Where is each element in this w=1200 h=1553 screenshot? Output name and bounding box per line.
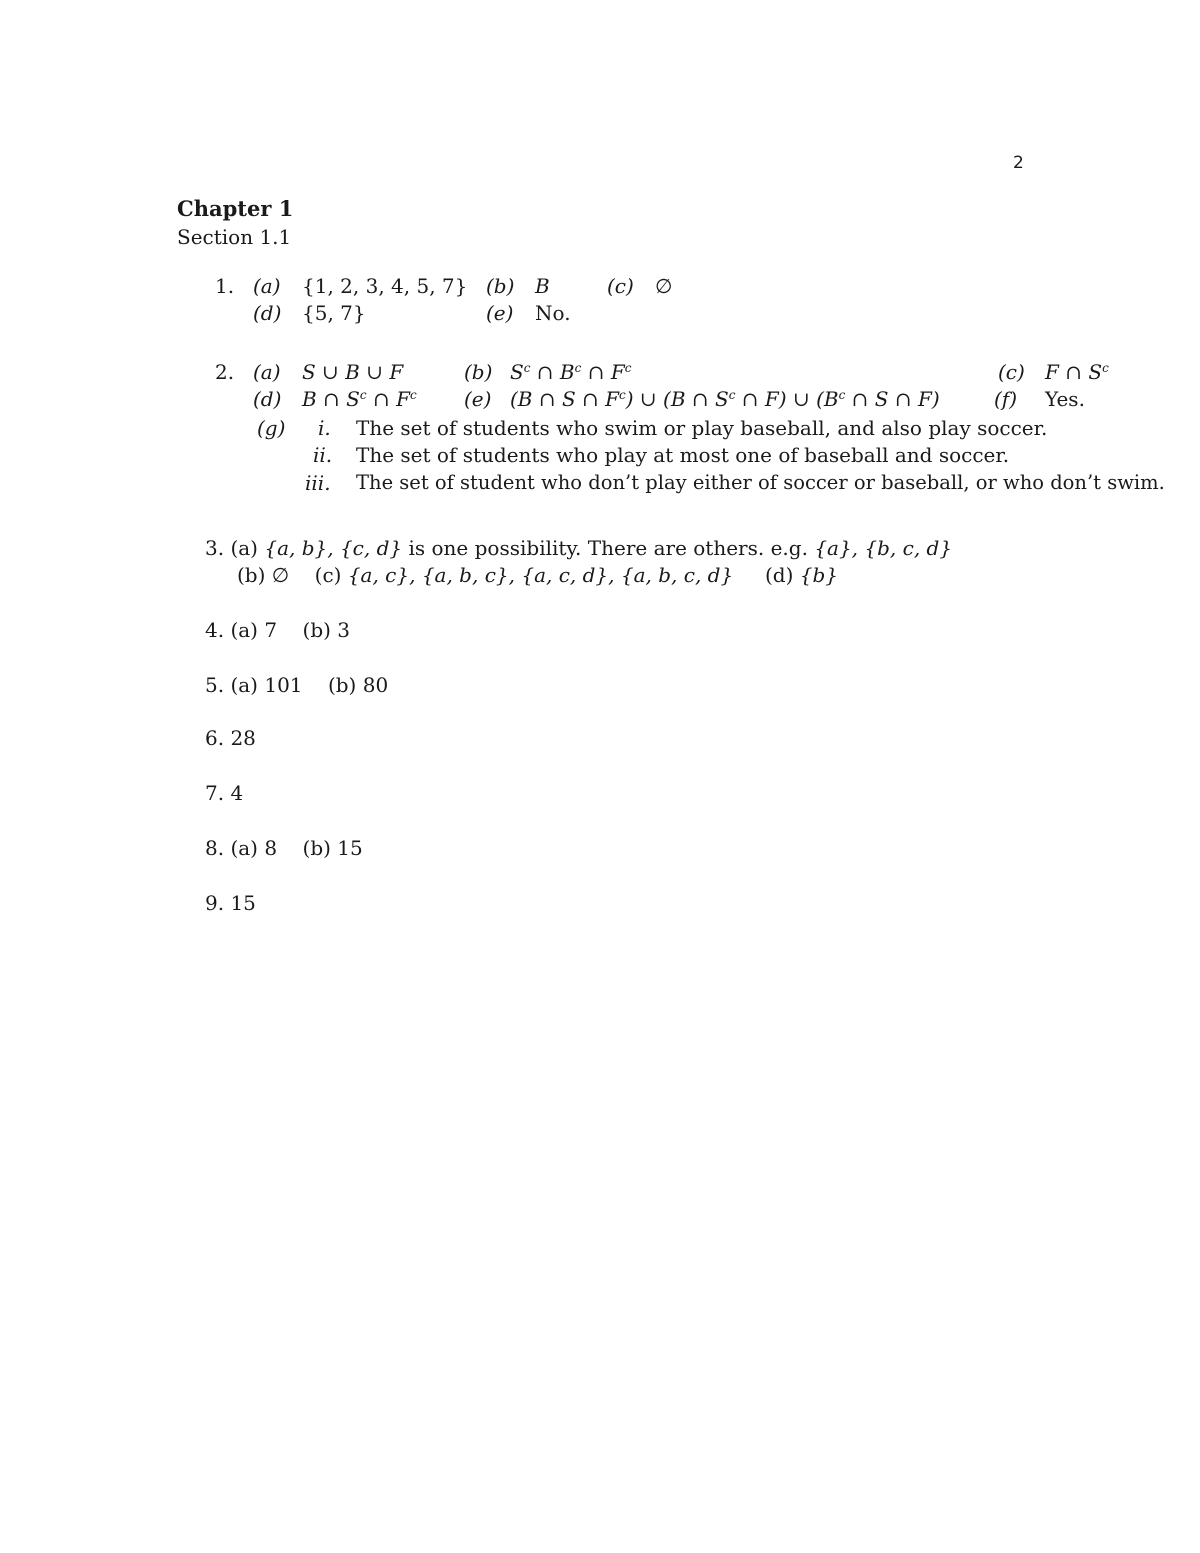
answer: B [535,274,550,298]
part-label: (d) [253,301,282,325]
part-label: (f) [994,387,1018,411]
answer: $S^c$ ∩ $B^c$ ∩ $F^c$ [510,360,632,384]
roman-label: i. [318,416,331,440]
answer: (B ∩ S ∩ $F^c$) ∪ (B ∩ $S^c$ ∩ F) ∪ ($B^c$ ∩ S ∩ F) [510,387,940,411]
answer: No. [535,301,571,325]
problem-9: 9. 15 [205,891,256,915]
chapter-title: Chapter 1 [177,196,294,221]
problem-number: 2. [215,360,235,384]
part-label: (b) [464,360,493,384]
roman-label: ii. [313,443,333,467]
sub-answer: The set of student who don’t play either of soccer or baseball, or who don’t swim. [356,471,1165,494]
part-label: (g) [257,416,286,440]
answer: {5, 7} [302,301,366,325]
problem-line-1: 3. (a) {a, b}, {c, d} is one possibility. There are others. e.g. {a}, {b, c, d} [205,536,953,560]
answer: S ∪ B ∪ F [302,360,404,384]
answer: ∅ [655,274,673,298]
answer: Yes. [1045,387,1085,411]
answer: F ∩ $S^c$ [1045,360,1109,384]
part-label: (e) [486,301,514,325]
problem-7: 7. 4 [205,781,244,805]
part-label: (d) [253,387,282,411]
part-label: (a) [253,274,281,298]
part-label: (b) [486,274,515,298]
part-label: (a) [253,360,281,384]
answer: {1, 2, 3, 4, 5, 7} [302,274,468,298]
problem-8: 8. (a) 8 (b) 15 [205,836,363,860]
answer: B ∩ $S^c$ ∩ $F^c$ [302,387,417,411]
part-label: (e) [464,387,492,411]
problem-line-2: (b) ∅ (c) {a, c}, {a, b, c}, {a, c, d}, {a, b, c, d} (d) {b} [237,563,839,587]
sub-answer: The set of students who swim or play baseball, and also play soccer. [356,416,1048,440]
problem-6: 6. 28 [205,726,256,750]
page-number: 2 [1013,153,1024,173]
problem-number: 1. [215,274,235,298]
problem-4: 4. (a) 7 (b) 3 [205,618,351,642]
problem-5: 5. (a) 101 (b) 80 [205,673,389,697]
part-label: (c) [998,360,1025,384]
part-label: (c) [607,274,634,298]
roman-label: iii. [305,471,331,495]
sub-answer: The set of students who play at most one of baseball and soccer. [356,443,1010,467]
section-title: Section 1.1 [177,225,292,249]
